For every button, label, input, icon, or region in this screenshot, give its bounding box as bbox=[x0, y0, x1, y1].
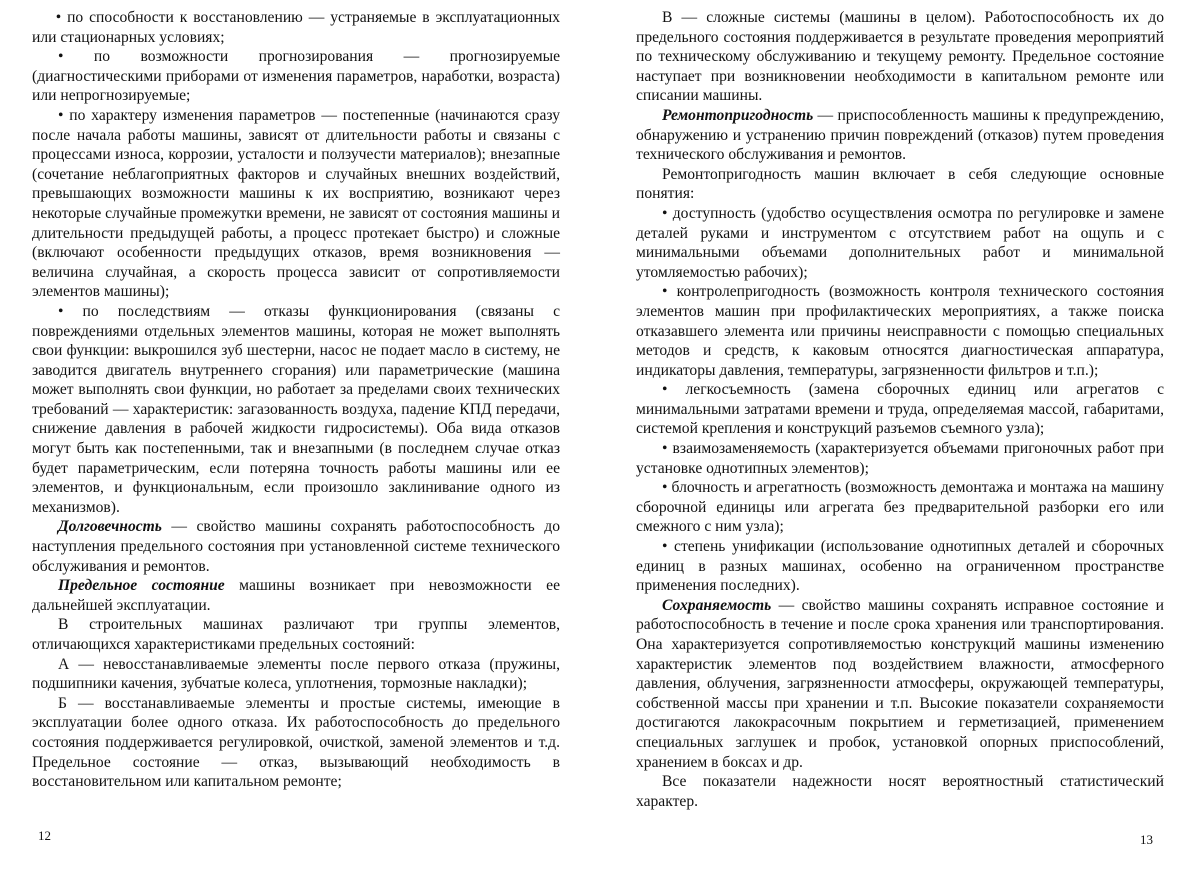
paragraph: • степень унификации (использование однотипных деталей и сборочных единиц в разных машинах, особенно на ограниченном пространстве применения последних). bbox=[636, 538, 1164, 595]
page-number: 12 bbox=[38, 828, 51, 843]
paragraph: Ремонтопригодность — приспособленность машины к предупреждению, обнаружению и устранению причин повреждений (отказов) путем проведения технического обслуживания и ремонтов. bbox=[636, 106, 1164, 164]
paragraph: А — невосстанавливаемые элементы после первого отказа (пружины, подшипники качения, зубчатые колеса, уплотнения, тормозные накладки); bbox=[32, 655, 560, 693]
term: Долговечность bbox=[58, 518, 162, 536]
paragraph: Ремонтопригодность машин включает в себя следующие основные понятия: bbox=[636, 165, 1164, 203]
paragraph: • блочность и агрегатность (возможность демонтажа и монтажа на машину сборочной единицы или агрегата без предварительной разборки его или смежного с ним узла); bbox=[636, 479, 1164, 536]
paragraph: Все показатели надежности носят вероятностный статистический характер. bbox=[636, 773, 1164, 810]
paragraph: • легкосъемность (замена сборочных единиц или агрегатов с минимальными затратами времени и труда, определяемая массой, габаритами, системой крепления и конструкций разъемов съемного узла); bbox=[636, 381, 1164, 438]
term: Сохраняемость bbox=[662, 596, 772, 614]
paragraph: • по последствиям — отказы функционирования (связаны с повреждениями отдельных элементов машины, которая не может выполнять свои функции: выкрошился зуб шестерни, насос не подает масло в систему, не заводится двигатель внутреннего сгорания) или параметрические (машина может выполнять свои функции, но работает за пределами своих технических требований — характеристик: загазованность воздуха, падение КПД передачи, снижение давления в рабочей жидкости гидросистемы). Оба вида отказов могут быть как постепенными, так и внезапными (в последнем случае отказ будет параметрическим, если потеряна точность работы машины или ее элементов, и функциональным, если произошло заклинивание одного из механизмов). bbox=[32, 302, 560, 516]
paragraph: • контролепригодность (возможность контроля технического состояния элементов машин при профилактических мероприятиях, а также поиска отказавшего элемента или причины неисправности с помощью специальных методов и средств, к каковым относятся диагностическая аппаратура, индикаторы давления, температуры, загрязненности фильтров и т.п.); bbox=[636, 283, 1164, 379]
paragraph: В — сложные системы (машины в целом). Работоспособность их до предельного состояния поддерживается в результате проведения мероприятий по техническому обслуживанию и текущему ремонту. Предельное состояние наступает при возникновении необходимости в капитальном ремонте или списании машины. bbox=[636, 9, 1164, 105]
paragraph: Сохраняемость — свойство машины сохранять исправное состояние и работоспособность в течение и после срока хранения или транспортирования. Она характеризуется сопротивляемостью конструкций машины изменению характеристик элементов под воздействием влажности, атмосферного давления, облучения, загрязненности атмосферы, окружающей температуры, собственной массы при хранении и т.п. Высокие показатели сохраняемости достигаются лакокрасочным покрытием и герметизацией, применением специальных заглушек и пробок, установкой опорных приспособлений, хранением в боксах и др. bbox=[636, 596, 1164, 771]
left-page bbox=[32, 8, 560, 792]
paragraph: • доступность (удобство осуществления осмотра по регулировке и замене деталей руками и инструментом с отсутствием работ на ощупь и с минимальными объемами дополнительных работ и минимальной утомляемостью рабочих); bbox=[636, 204, 1164, 281]
term: Ремонтопригодность bbox=[662, 106, 814, 124]
paragraph: • по способности к восстановлению — устраняемые в эксплуатационных или стационарных условиях; bbox=[32, 9, 561, 46]
paragraph: В строительных машинах различают три группы элементов, отличающихся характеристиками предельных состояний: bbox=[32, 616, 560, 653]
page-number: 13 bbox=[1140, 832, 1153, 847]
paragraph: Б — восстанавливаемые элементы и простые системы, имеющие в эксплуатации более одного отказа. Их работоспособность до предельного состояния поддерживается регулировкой, очисткой, заменой элементов и т.д. Предельное состояние — отказ, вызывающий необходимость в восстановительном или капитальном ремонте; bbox=[32, 694, 560, 791]
paragraph: Долговечность — свойство машины сохранять работоспособность до наступления предельного состояния при установленной системе технического обслуживания и ремонтов. bbox=[32, 518, 560, 575]
paragraph: Предельное состояние машины возникает при невозможности ее дальнейшей эксплуатации. bbox=[32, 577, 560, 614]
paragraph: • по возможности прогнозирования — прогнозируемые (диагностическими приборами от изменения параметров, наработки, возраста) или непрогнозируемые; bbox=[32, 48, 560, 105]
term: Предельное состояние bbox=[58, 577, 225, 595]
paragraph: • взаимозаменяемость (характеризуется объемами пригоночных работ при установке однотипных элементов); bbox=[636, 440, 1164, 477]
right-page bbox=[636, 8, 1164, 811]
paragraph: • по характеру изменения параметров — постепенные (начинаются сразу после начала работы машины, зависят от длительности работы и связаны с процессами износа, коррозии, усталости и ползучести материалов); внезапные (сочетание неблагоприятных факторов и случайных внешних воздействий, превышающих возможности машины к их восприятию, возникают через некоторые случайные промежутки времени, не зависят от состояния машины и длительности предыдущей работы, а процесс протекает быстро) и сложные (включают особенности предыдущих отказов, время возникновения — величина случайная, а скорость процесса зависит от сопротивляемости элементов машины); bbox=[32, 106, 560, 301]
